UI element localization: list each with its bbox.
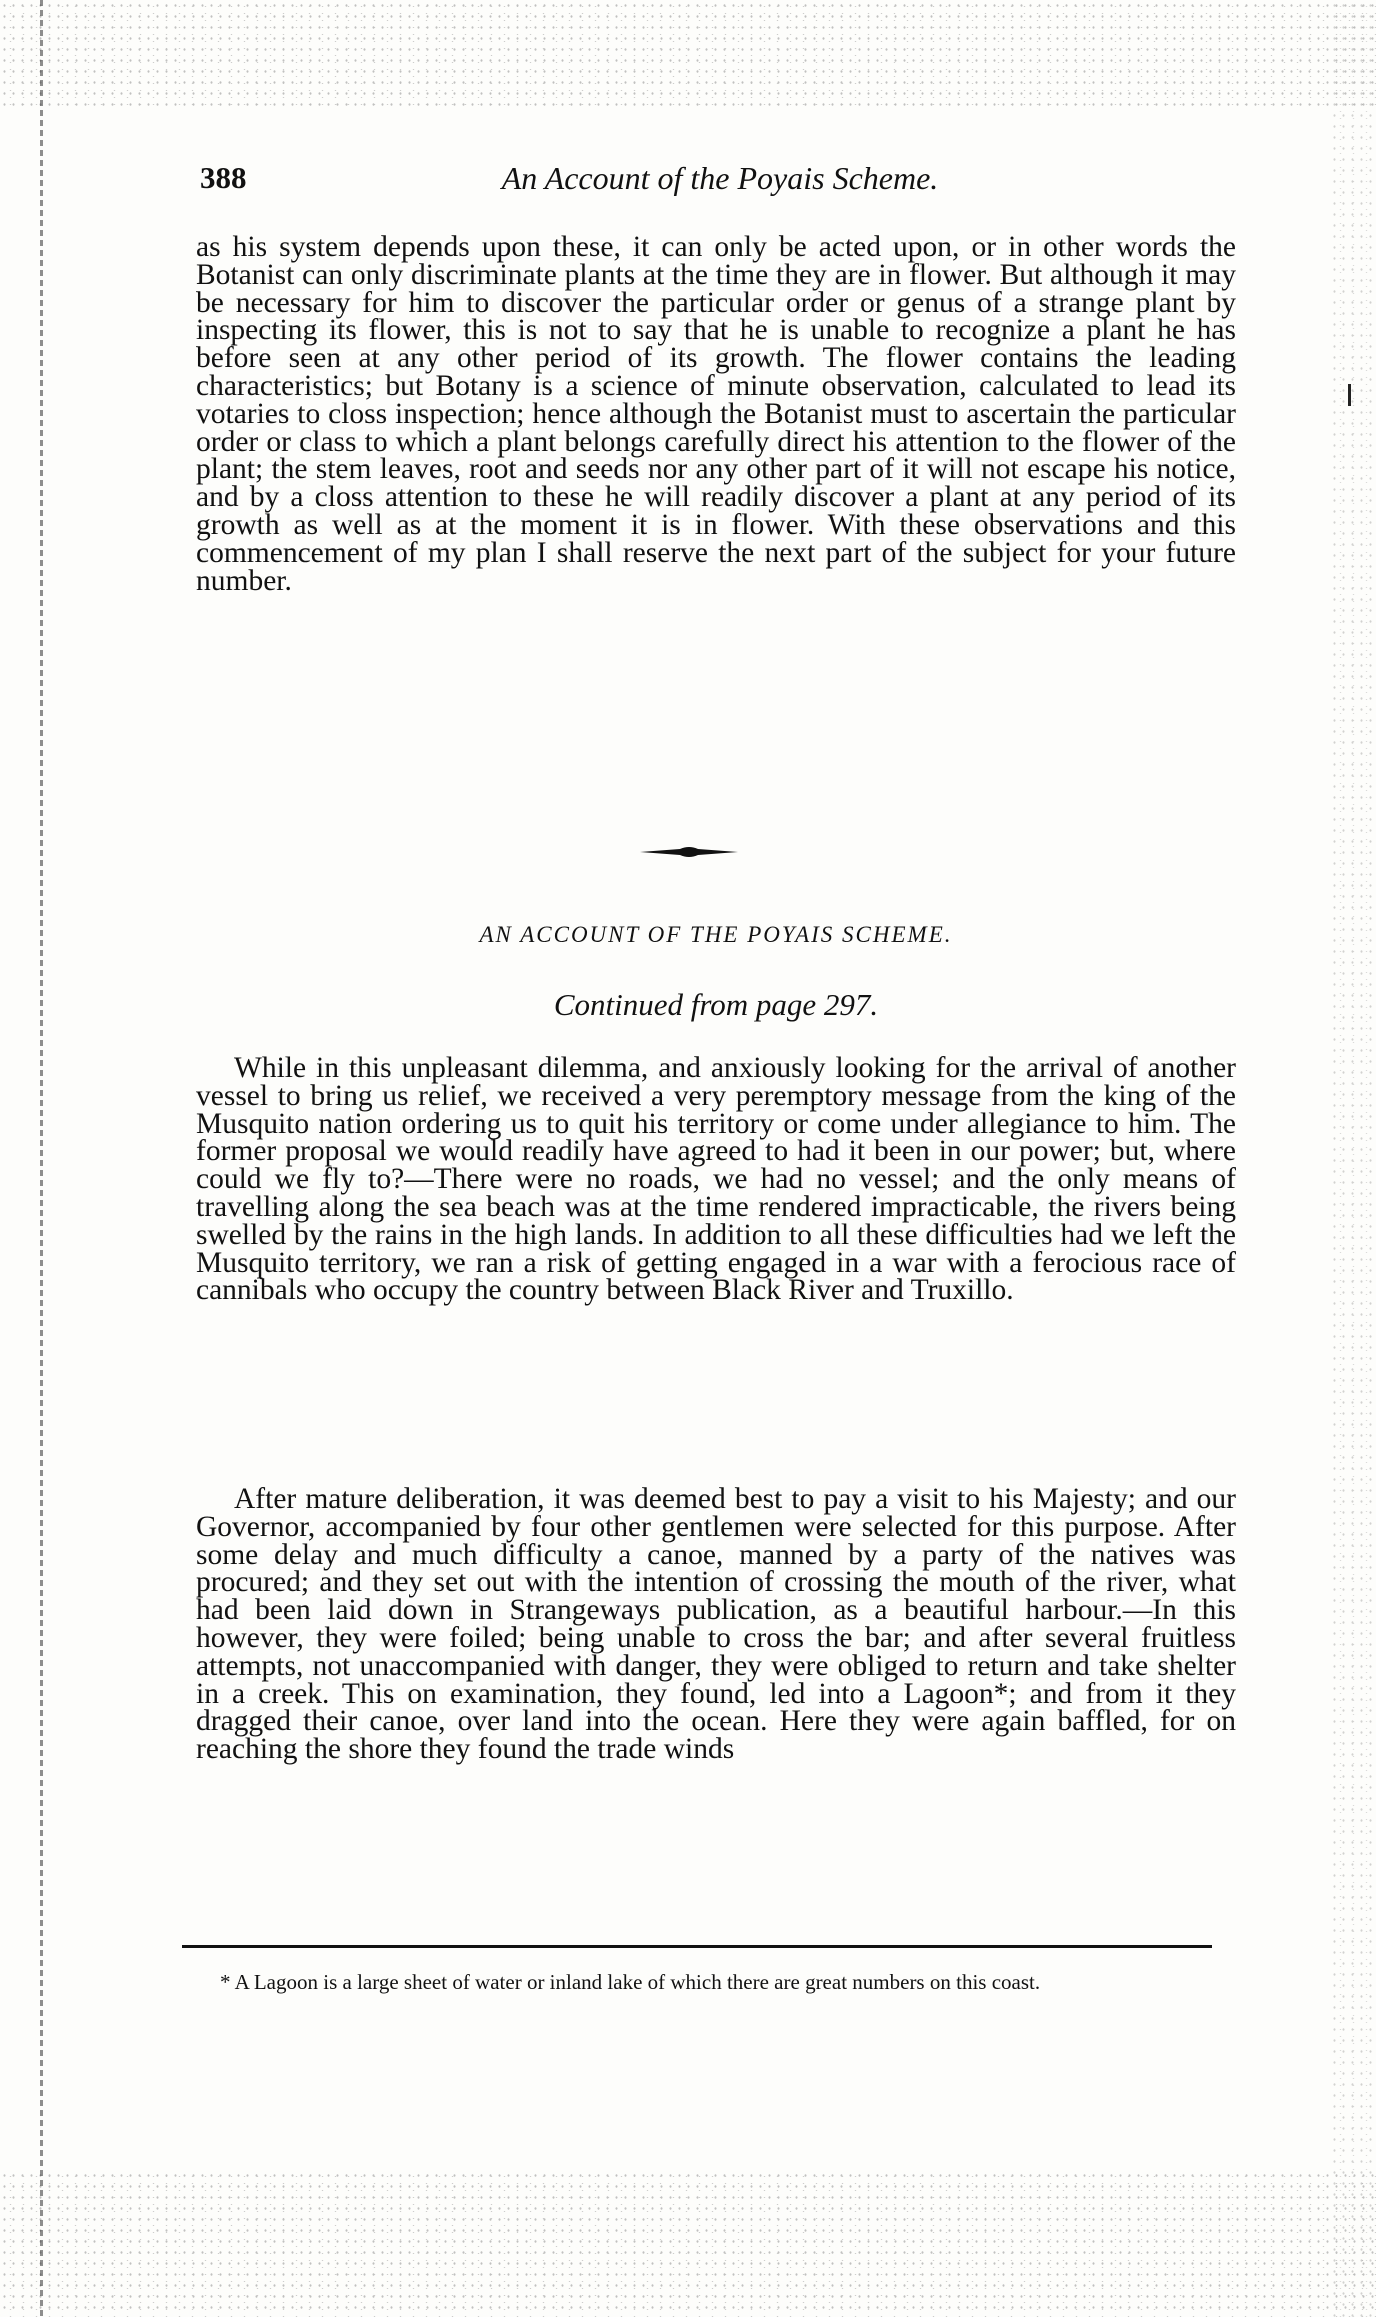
scan-noise-right-edge xyxy=(1330,0,1376,2317)
binding-edge-line xyxy=(40,0,43,2317)
footnote: * A Lagoon is a large sheet of water or inland lake of which there are great numbers on this coast. xyxy=(220,1970,1041,1994)
intro-paragraph-block xyxy=(196,231,1236,597)
scan-noise-bottom xyxy=(0,2170,1376,2317)
continued-from-note: Continued from page 297. xyxy=(553,987,879,1022)
scan-noise-top xyxy=(0,0,1376,110)
body-paragraph-block-1 xyxy=(196,1052,1236,1307)
body-paragraph: After mature deliberation, it was deemed best to pay a visit to his Majesty; and our Governor, accompanied by four other gentlemen were selected for this purpose. After some delay and much difficulty a canoe, manned by a party of the natives was procured; and they set out with the intention of crossing the mouth of the river, what had been laid down in Strangeways publication, as a beautiful harbour.—In this however, they were foiled; being unable to cross the bar; and after several fruitless attempts, not unaccompanied with danger, they were obliged to return and take shelter in a creek. This on examination, they found, led into a Lagoon*; and from it they dragged their canoe, over land into the ocean. Here they were again baffled, for on reaching the shore they found the trade winds xyxy=(196,1483,1236,1766)
footnote-rule xyxy=(182,1945,1212,1948)
body-paragraph: While in this unpleasant dilemma, and anxiously looking for the arrival of another vessel to bring us relief, we received a very peremptory message from the king of the Musquito nation ordering us to quit his territory or come under allegiance to him. The former proposal we would readily have agreed to had it been in our power; but, where could we fly to?—There were no roads, we had no vessel; and the only means of travelling along the sea beach was at the time rendered impracticable, the rivers being swelled by the rains in the high lands. In addition to all these difficulties had we left the Musquito territory, we ran a risk of getting engaged in a war with a ferocious race of cannibals who occupy the country between Black River and Truxillo. xyxy=(196,1052,1236,1307)
running-head xyxy=(200,160,1240,200)
page-number: 388 xyxy=(200,160,247,195)
section-divider-ornament xyxy=(640,845,738,859)
margin-mark xyxy=(1348,384,1351,406)
intro-paragraph: as his system depends upon these, it can only be acted upon, or in other words the Botanist can only discriminate plants at the time they are in flower. But although it may be necessary for him to discover the particular order or genus of a strange plant by inspecting its flower, this is not to say that he is unable to recognize a plant he has before seen at any other period of its growth. The flower contains the leading characteristics; but Botany is a science of minute observation, calculated to lead its votaries to closs inspection; hence although the Botanist must to ascertain the particular order or class to which a plant belongs carefully direct his attention to the flower of the plant; the stem leaves, root and seeds nor any other part of it will not escape his notice, and by a closs attention to these he will readily discover a plant at any period of its growth as well as at the moment it is in flower. With these observations and this commencement of my plan I shall reserve the next part of the subject for your future number. xyxy=(196,231,1236,597)
body-paragraph-block-2 xyxy=(196,1483,1236,1766)
running-title: An Account of the Poyais Scheme. xyxy=(501,160,939,196)
section-title: AN ACCOUNT OF THE POYAIS SCHEME. xyxy=(479,922,953,947)
